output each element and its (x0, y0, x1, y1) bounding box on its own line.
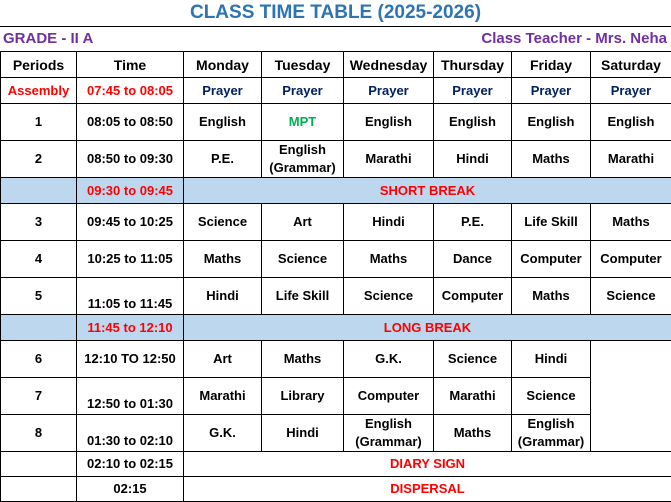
period-time: 12:50 to 01:30 (77, 378, 184, 415)
page-title: CLASS TIME TABLE (2025-2026) (0, 0, 671, 26)
period-number: 4 (1, 241, 77, 278)
period-time: 08:50 to 09:30 (77, 141, 184, 178)
diary-period-blank (1, 452, 77, 477)
period-time: 11:05 to 11:45 (77, 278, 184, 315)
short-break-label: SHORT BREAK (184, 178, 671, 204)
timetable (0, 51, 671, 502)
period-row-8 (1, 415, 671, 452)
period-time: 10:25 to 11:05 (77, 241, 184, 278)
period-time: 08:05 to 08:50 (77, 104, 184, 141)
assembly-time: 07:45 to 08:05 (77, 78, 184, 104)
subheader (0, 26, 671, 51)
saturday-afternoon-blank (591, 341, 671, 452)
long-break-row (1, 315, 671, 341)
subject-cell: Science (434, 341, 512, 378)
subject-cell: Marathi (591, 141, 671, 178)
period-row-3 (1, 204, 671, 241)
dispersal-period-blank (1, 477, 77, 502)
subject-cell: Hindi (184, 278, 262, 315)
subject-cell: Maths (344, 241, 434, 278)
subject-cell: G.K. (184, 415, 262, 452)
header-day-friday: Friday (512, 52, 591, 78)
subject-cell: P.E. (434, 204, 512, 241)
subject-cell: Art (184, 341, 262, 378)
subject-cell: Marathi (184, 378, 262, 415)
subject-cell: English (Grammar) (344, 415, 434, 452)
dispersal-row (1, 477, 671, 502)
subject-cell: Computer (344, 378, 434, 415)
header-time: Time (77, 52, 184, 78)
dispersal-label: DISPERSAL (184, 477, 671, 502)
subject-cell: Maths (591, 204, 671, 241)
header-day-saturday: Saturday (591, 52, 671, 78)
subject-cell: Maths (434, 415, 512, 452)
period-time: 12:10 TO 12:50 (77, 341, 184, 378)
subject-cell: English (184, 104, 262, 141)
subject-cell: Dance (434, 241, 512, 278)
diary-sign-row (1, 452, 671, 477)
subject-cell: English (Grammar) (262, 141, 344, 178)
subject-cell: Art (262, 204, 344, 241)
subject-cell: Hindi (262, 415, 344, 452)
subject-cell: Life Skill (262, 278, 344, 315)
period-number: 7 (1, 378, 77, 415)
subject-cell: Science (591, 278, 671, 315)
subject-cell: Computer (434, 278, 512, 315)
header-row (1, 52, 671, 78)
assembly-cell: Prayer (344, 78, 434, 104)
subject-cell: Science (512, 378, 591, 415)
subject-cell: Maths (512, 278, 591, 315)
period-number: 2 (1, 141, 77, 178)
subject-cell: Science (184, 204, 262, 241)
subject-cell: Computer (591, 241, 671, 278)
class-teacher-label: Class Teacher - Mrs. Neha (481, 30, 667, 47)
subject-cell: Marathi (344, 141, 434, 178)
period-number: 6 (1, 341, 77, 378)
assembly-cell: Prayer (262, 78, 344, 104)
assembly-cell: Prayer (434, 78, 512, 104)
subject-cell: Hindi (512, 341, 591, 378)
period-row-2 (1, 141, 671, 178)
period-time: 09:45 to 10:25 (77, 204, 184, 241)
grade-label: GRADE - II A (3, 30, 93, 47)
subject-cell: English (434, 104, 512, 141)
header-day-tuesday: Tuesday (262, 52, 344, 78)
assembly-row (1, 78, 671, 104)
diary-sign-label: DIARY SIGN (184, 452, 671, 477)
subject-cell: Hindi (434, 141, 512, 178)
subject-cell: Science (262, 241, 344, 278)
header-day-thursday: Thursday (434, 52, 512, 78)
subject-cell: Maths (262, 341, 344, 378)
subject-cell: English (Grammar) (512, 415, 591, 452)
diary-sign-time: 02:10 to 02:15 (77, 452, 184, 477)
subject-cell: MPT (262, 104, 344, 141)
subject-cell: G.K. (344, 341, 434, 378)
period-row-6 (1, 341, 671, 378)
short-break-row (1, 178, 671, 204)
period-row-4 (1, 241, 671, 278)
period-row-7 (1, 378, 671, 415)
subject-cell: Computer (512, 241, 591, 278)
subject-cell: Maths (512, 141, 591, 178)
assembly-label: Assembly (1, 78, 77, 104)
subject-cell: P.E. (184, 141, 262, 178)
break-period-blank (1, 178, 77, 204)
period-number: 1 (1, 104, 77, 141)
header-day-wednesday: Wednesday (344, 52, 434, 78)
header-day-monday: Monday (184, 52, 262, 78)
subject-cell: English (591, 104, 671, 141)
dispersal-time: 02:15 (77, 477, 184, 502)
assembly-cell: Prayer (184, 78, 262, 104)
period-number: 3 (1, 204, 77, 241)
long-break-label: LONG BREAK (184, 315, 671, 341)
period-row-1 (1, 104, 671, 141)
subject-cell: Marathi (434, 378, 512, 415)
header-periods: Periods (1, 52, 77, 78)
subject-cell: English (344, 104, 434, 141)
subject-cell: Life Skill (512, 204, 591, 241)
period-time: 01:30 to 02:10 (77, 415, 184, 452)
assembly-cell: Prayer (591, 78, 671, 104)
period-row-5 (1, 278, 671, 315)
break-period-blank (1, 315, 77, 341)
period-number: 5 (1, 278, 77, 315)
long-break-time: 11:45 to 12:10 (77, 315, 184, 341)
short-break-time: 09:30 to 09:45 (77, 178, 184, 204)
subject-cell: Hindi (344, 204, 434, 241)
subject-cell: Science (344, 278, 434, 315)
subject-cell: Maths (184, 241, 262, 278)
period-number: 8 (1, 415, 77, 452)
assembly-cell: Prayer (512, 78, 591, 104)
subject-cell: Library (262, 378, 344, 415)
subject-cell: English (512, 104, 591, 141)
